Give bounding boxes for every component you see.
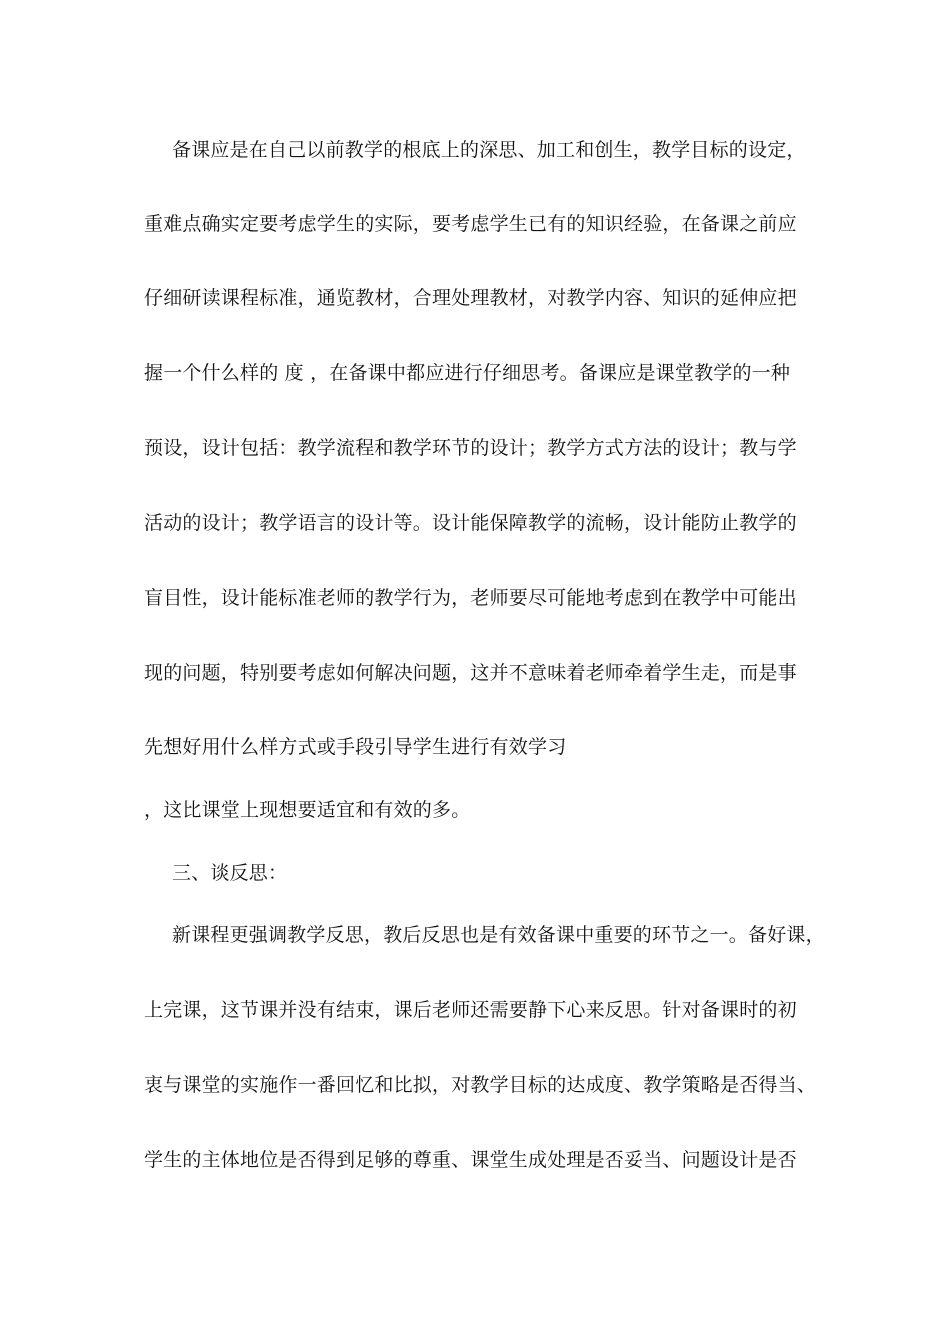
- paragraph-line-14: 学生的主体地位是否得到足够的尊重、课堂生成处理是否妥当、问题设计是否: [144, 1149, 797, 1171]
- paragraph-line-6: 活动的设计；教学语言的设计等。设计能保障教学的流畅，设计能防止教学的: [144, 512, 797, 534]
- paragraph-line-4: 握一个什么样的 度 ，在备课中都应进行仔细思考。备课应是课堂教学的一种: [144, 362, 791, 384]
- paragraph-line-3: 仔细研读课程标准，通览教材，合理处理教材，对教学内容、知识的延伸应把: [144, 287, 797, 309]
- section-heading: 三、谈反思：: [172, 862, 288, 884]
- paragraph-line-9: 先想好用什么样方式或手段引导学生进行有效学习: [144, 736, 567, 758]
- paragraph-line-2: 重难点确实定要考虑学生的实际，要考虑学生已有的知识经验，在备课之前应: [144, 213, 797, 235]
- paragraph-line-7: 盲目性，设计能标准老师的教学行为，老师要尽可能地考虑到在教学中可能出: [144, 587, 797, 609]
- paragraph-line-12: 上完课，这节课并没有结束，课后老师还需要静下心来反思。针对备课时的初: [144, 999, 797, 1021]
- paragraph-line-8: 现的问题，特别要考虑如何解决问题，这并不意味着老师牵着学生走，而是事: [144, 662, 797, 684]
- paragraph-line-11: 新课程更强调教学反思，教后反思也是有效备课中重要的环节之一。备好课，: [172, 924, 825, 946]
- paragraph-line-10: ，这比课堂上现想要适宜和有效的多。: [144, 799, 471, 821]
- paragraph-line-5: 预设，设计包括：教学流程和教学环节的设计；教学方式方法的设计；教与学: [144, 437, 797, 459]
- paragraph-line-13: 衷与课堂的实施作一番回忆和比拟，对教学目标的达成度、教学策略是否得当、: [144, 1074, 817, 1096]
- paragraph-line-1: 备课应是在自己以前教学的根底上的深思、加工和创生，教学目标的设定，: [172, 139, 806, 161]
